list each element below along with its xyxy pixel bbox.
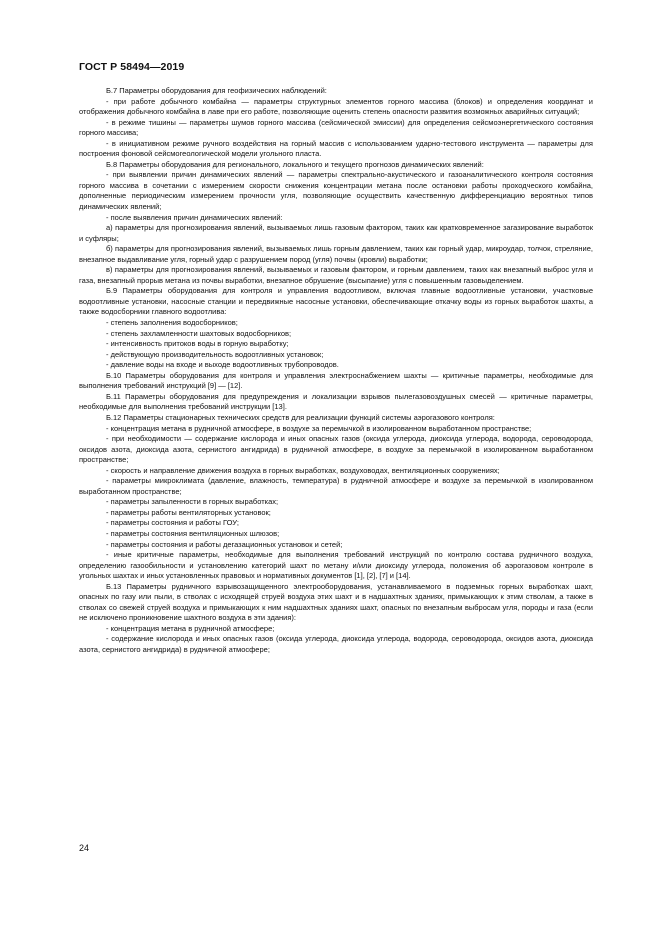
paragraph: в) параметры для прогнозирования явлений, вызываемых и газовым фактором, и горным давлением, таких как внезапный выброс угля и газа, внезапный прорыв метана из почвы выработки, внезапное обрушение (высыпание) угля с повышенным газовыделением. (79, 265, 593, 285)
paragraph: а) параметры для прогнозирования явлений, вызываемых лишь газовым фактором, таких как кратковременное загазирование выработок и суфляры; (79, 223, 593, 243)
list-item: - действующую производительность водоотливных установок; (106, 349, 324, 359)
paragraph: - после выявления причин динамических явлений: (106, 212, 283, 222)
paragraph: - концентрация метана в рудничной атмосфере, в воздухе за перемычкой в изолированном выработанном пространстве; (106, 423, 532, 433)
list-item: - степень заполнения водосборников; (106, 318, 238, 328)
list-item: - интенсивность притоков воды в горную выработку; (106, 339, 289, 349)
paragraph: - параметры микроклимата (давление, влажность, температура) в рудничной атмосфере и воздухе за перемычкой в изолированном выработанном пространстве; (79, 476, 593, 496)
list-item: - давление воды на входе и выходе водоотливных трубопроводов. (106, 360, 339, 370)
list-item: - параметры состояния вентиляционных шлюзов; (106, 528, 280, 538)
paragraph: Б.13 Параметры рудничного взрывозащищенного электрооборудования, устанавливаемого в подземных горных выработках шахт, опасных по газу или пыли, в стволах с исходящей струей воздуха этих шахт и в надшахтных зданиях, примыкающих к этим стволам, а также в стволах со свежей струей воздуха и примыкающих к ним надшахтных зданиях шахт, опасных по внезапным выбросам угля, породы и газа (если не исключено проникновение шахтного воздуха в эти здания): (79, 581, 593, 623)
list-item: - степень захламленности шахтовых водосборников; (106, 328, 292, 338)
list-item: - параметры состояния и работы ГОУ; (106, 518, 239, 528)
paragraph: Б.9 Параметры оборудования для контроля и управления водоотливом, включая главные водоотливные установки, участковые водоотливные установки, насосные станции и передвижные насосные установки, обеспечивающие откачку воды из горных выработок шахты, а также водосборники главного водоотлива: (79, 286, 593, 317)
paragraph: - скорость и направление движения воздуха в горных выработках, воздуховодах, вентиляционных сооружениях; (106, 465, 500, 475)
page-number: 24 (79, 843, 90, 853)
paragraph: - в режиме тишины — параметры шумов горного массива (сейсмической эмиссии) для определения сейсмоэнергетического состояния горного массива; (79, 117, 593, 138)
paragraph: - в инициативном режиме ручного воздействия на горный массив с использованием ударно-тестового инструмента — параметры для построения фоновой сейсмогеологической модели угольного пласта. (79, 138, 593, 159)
paragraph: Б.8 Параметры оборудования для регионального, локального и текущего прогнозов динамических явлений: (106, 159, 484, 169)
list-item: - параметры запыленности в горных выработках; (106, 497, 279, 507)
paragraph: - содержание кислорода и иных опасных газов (оксида углерода, диоксида углерода, водорода, сероводорода, оксидов азота, диоксида азота, сернистого ангидрида) в рудничной атмосфере; (79, 634, 593, 654)
paragraph: - иные критичные параметры, необходимые для выполнения требований инструкций по контролю состава рудничного воздуха, определению газообильности и установлению категорий шахт по метану и/или диоксиду углерода, положения об аэрогазовом контроле в угольных шахтах и иных установленных правовых и нормативных документов [1], [2], [7] и [14]. (79, 550, 593, 581)
paragraph: Б.12 Параметры стационарных технических средств для реализации функций системы аэрогазового контроля: (106, 412, 495, 422)
paragraph: б) параметры для прогнозирования явлений, вызываемых лишь горным давлением, таких как горный удар, микроудар, толчок, стреляние, внезапное выдавливание угля, горный удар с разрушением пород (угля) почвы (кровли) выработки; (79, 244, 593, 264)
paragraph: - при работе добычного комбайна — параметры структурных элементов горного массива (блоков) и определения координат и отображения добычного комбайна в лаве при его работе, позволяющие оценить степень опасности развития возможных аварийных ситуаций; (79, 96, 593, 117)
list-item: - параметры работы вентиляторных установок; (106, 507, 271, 517)
paragraph: Б.11 Параметры оборудования для предупреждения и локализации взрывов пылегазовоздушных смесей — критичные параметры, необходимые для выполнения требований инструкции [13]. (79, 391, 593, 412)
list-item: - параметры состояния и работы дегазационных установок и сетей; (106, 539, 343, 549)
document-body (79, 86, 593, 656)
paragraph: Б.10 Параметры оборудования для контроля и управления электроснабжением шахты — критичные параметры, необходимые для выполнения требований инструкций [9] — [12]. (79, 370, 593, 391)
document-header: ГОСТ Р 58494—2019 (79, 61, 185, 73)
list-item: - концентрация метана в рудничной атмосфере; (106, 623, 275, 633)
paragraph: - при необходимости — содержание кислорода и иных опасных газов (оксида углерода, диоксида углерода, водорода, сероводорода, оксидов азота, диоксида азота, сернистого ангидрида) в рудничной атмосфере, в воздухе за перемычкой в изолированном выработанном пространстве; (79, 434, 593, 465)
paragraph: - при выявлении причин динамических явлений — параметры спектрально-акустического и газоаналитического контроля состояния горного массива в сочетании с измерением скорости снижения концентрации метана после остановки работы проходческого комбайна, дополненные периодическим измерением прочности угля, позволяющие осуществить качественную дифференциацию вероятных типов динамических явлений; (79, 170, 593, 212)
paragraph: Б.7 Параметры оборудования для геофизических наблюдений: (106, 86, 327, 95)
